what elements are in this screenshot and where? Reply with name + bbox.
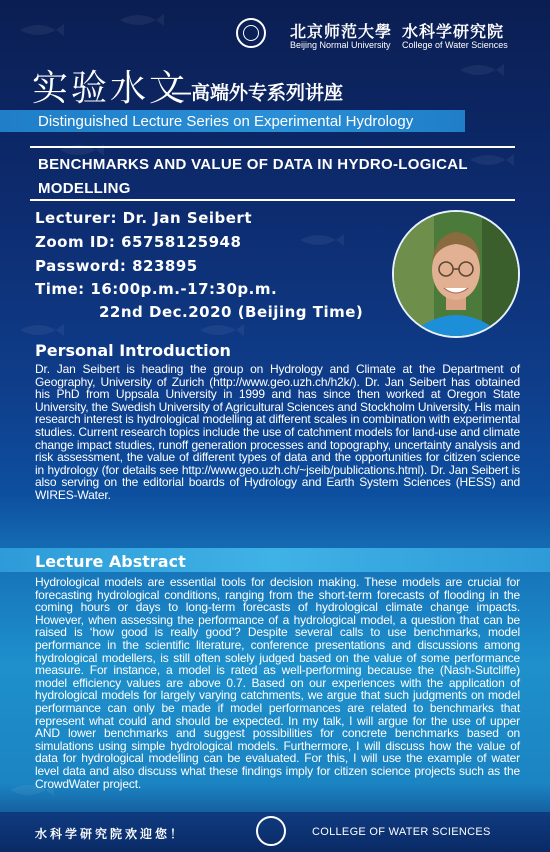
title-rule-bottom [30,199,515,201]
intro-text: Dr. Jan Seibert is heading the group on Hydrology and Climate at the Department of Geography, University of Zurich (http://www.geo.uzh.ch/h2k/). Dr. Jan Seibert has obtained his PhD from Uppsala University in 1999 and has since then worked at Oregon State University, the Swedish University of Agricultural Sciences and Stockholm University. His main research interest is hydrological modelling at different scales in combination with experimental studies. Current research topics include the use of catchment models for land-use and climate change impact studies, runoff generation processes and topography, uncertainty analysis and risk assessment, the value of different types of data and the opportunities for citizen science in hydrology (for details see http://www.geo.uzh.ch/~jseib/publications.html). Dr. Jan Seibert is also serving on the editorial boards of Hydrology and Earth System Sciences (HESS) and WIRES-Water. [35,362,520,502]
college-name-en: College of Water Sciences [402,40,508,50]
talk-title: BENCHMARKS AND VALUE OF DATA IN HYDRO-LOGICAL MODELLING [38,156,468,197]
zoom-id-line: Zoom ID: 65758125948 [35,233,242,251]
series-title-en: Distinguished Lecture Series on Experimental Hydrology [38,113,414,130]
title-rule-top [30,146,515,148]
abstract-text: Hydrological models are essential tools for decision making. These models are crucial for forecasting hydrological conditions, ranging from the short-term forecasts of flooding in the coming hours or days to long-term forecasts of hydrological climate change impacts. However, when assessing the performance of a hydrological model, a question that can be raised is ‘how good is really good’? Despite several calls to use benchmarks, model performance in the scientific literature, conference presentations and discussions among hydrological modellers, is still often solely judged based on the value of some performance measure. For instance, a model is rated as well-performing because the (Nash-Sutcliffe) model efficiency values are above 0.7. Based on our experiences with the application of hydrological models for largely varying catchments, we argue that such judgments on model performance can only be made if model performances are related to benchmarks that represent what could and should be expected. In my talk, I will argue for the use of upper AND lower benchmarks and suggest possibilities for concrete benchmarks based on simulations using simple hydrological models. Furthermore, I will discuss how the value of data for hydrological modelling can be evaluated. For this, I will use the example of water level data and also discuss what these findings imply for citizen science projects such as the CrowdWater project. [35,575,520,791]
speaker-photo [392,210,520,338]
university-seal-icon [236,18,266,48]
footer-college-en: COLLEGE OF WATER SCIENCES [312,826,491,838]
footer-welcome-cn: 水科学研究院欢迎您！ [35,827,186,841]
date-line: 22nd Dec.2020 (Beijing Time) [99,303,364,321]
abstract-heading: Lecture Abstract [35,552,186,571]
series-subtitle-cn: —高端外专系列讲座 [172,83,344,104]
time-line: Time: 16:00p.m.-17:30p.m. [35,280,278,298]
college-name-cn: 水科学研究院 [402,22,505,41]
university-name-en: Beijing Normal University [290,40,391,50]
intro-heading: Personal Introduction [35,341,231,360]
password-line: Password: 823895 [35,257,198,275]
footer-seal-icon [256,816,286,846]
series-title-cn: 实验水文 [32,68,189,109]
university-name-cn: 北京师范大學 [290,22,393,41]
lecturer-line: Lecturer: Dr. Jan Seibert [35,209,252,227]
